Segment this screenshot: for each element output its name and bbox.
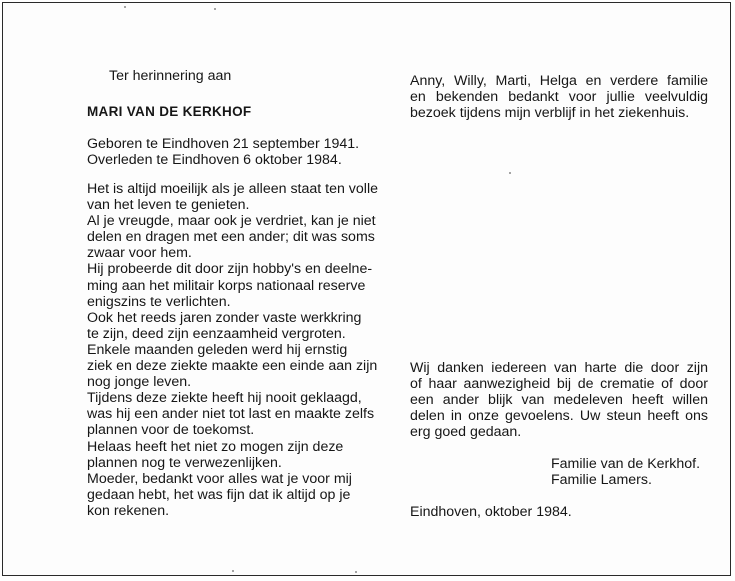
signature-line: Familie Lamers.	[551, 472, 652, 489]
place-date: Eindhoven, oktober 1984.	[410, 504, 572, 520]
poem-line: Enkele maanden geleden werd hij ernstig	[87, 341, 348, 358]
poem-line: enigszins te verlichten.	[87, 293, 231, 310]
speck	[232, 570, 234, 572]
poem-line: Het is altijd moeilijk als je alleen staat ten volle	[87, 181, 378, 197]
thanks-line: en bekenden bedankt voor jullie veelvuldig	[410, 89, 708, 106]
family-thanks	[410, 360, 708, 440]
thanks-line: Anny, Willy, Marti, Helga en verdere familie	[410, 73, 708, 89]
poem-line: Hij probeerde dit door zijn hobby's en deelne-	[87, 261, 373, 278]
poem-line: Moeder, bedankt voor alles wat je voor mij	[87, 470, 352, 487]
signature-block	[551, 456, 700, 488]
death-line: Overleden te Eindhoven 6 oktober 1984.	[87, 152, 342, 169]
poem-text	[87, 181, 378, 519]
poem-line: Helaas heeft het niet zo mogen zijn deze	[87, 438, 344, 455]
thanks-line: delen in onze gevoelens. Uw steun heeft ons	[410, 408, 708, 425]
intro-text: Ter herinnering aan	[109, 68, 232, 84]
poem-line: ziek en deze ziekte maakte een einde aan zijn	[87, 358, 378, 375]
poem-line: Ook het reeds jaren zonder vaste werkkring	[87, 309, 362, 326]
poem-line: van het leven te genieten.	[87, 197, 250, 214]
speck	[214, 8, 216, 10]
poem-line: Al je vreugde, maar ook je verdriet, kan je niet	[87, 213, 376, 230]
poem-line: gedaan hebt, het was fijn dat ik altijd op je	[87, 486, 351, 503]
thanks-line: Wij danken iedereen van harte die door zijn	[410, 360, 708, 376]
poem-line: kon rekenen.	[87, 502, 170, 519]
thanks-line: een ander blijk van medeleven heeft willen	[410, 392, 708, 409]
poem-line: zwaar voor hem.	[87, 245, 192, 262]
dates-block	[87, 136, 360, 169]
poem-line: nog jonge leven.	[87, 374, 192, 391]
signature-line: Familie van de Kerkhof.	[551, 456, 701, 472]
poem-line: was hij een ander niet tot last en maakte zelfs	[87, 406, 375, 423]
thanks-line: of haar aanwezigheid bij de crematie of door	[410, 376, 708, 393]
birth-line: Geboren te Eindhoven 21 september 1941.	[87, 136, 360, 152]
poem-line: ming aan het militair korps nationaal reserve	[87, 277, 366, 294]
poem-line: plannen voor de toekomst.	[87, 422, 255, 439]
poem-line: Tijdens deze ziekte heeft hij nooit geklaagd,	[87, 390, 362, 407]
thanks-line: erg goed gedaan.	[410, 424, 522, 441]
thanks-line: bezoek tijdens mijn verblijf in het ziekenhuis.	[410, 105, 690, 122]
personal-thanks	[410, 73, 708, 121]
speck	[124, 6, 126, 8]
poem-line: delen en dragen met een ander; dit was soms	[87, 229, 375, 246]
speck	[509, 172, 511, 174]
poem-line: plannen nog te verwezenlijken.	[87, 454, 282, 471]
deceased-name: MARI VAN DE KERKHOF	[87, 104, 252, 119]
speck	[355, 571, 357, 573]
poem-line: te zijn, deed zijn eenzaamheid vergroten.	[87, 325, 346, 342]
